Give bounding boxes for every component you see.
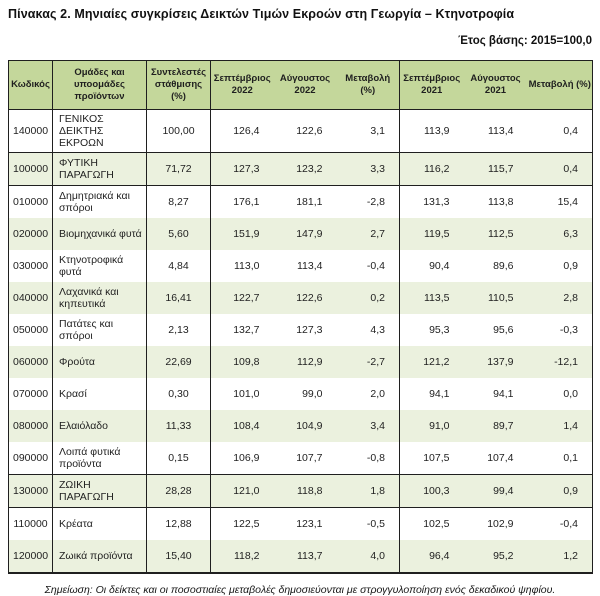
row-index-value: 3,1 <box>337 110 400 153</box>
row-product-name: ΖΩΙΚΗ ΠΑΡΑΓΩΓΗ <box>53 475 147 508</box>
row-index-value: 126,4 <box>211 110 274 153</box>
table-row <box>9 475 593 508</box>
header-row <box>9 61 593 110</box>
row-index-value: 113,0 <box>234 260 260 272</box>
row-index-value: 122,7 <box>211 282 274 314</box>
row-index-value: 95,2 <box>464 540 528 573</box>
row-index-value: -12,1 <box>528 346 593 378</box>
row-index-value: 101,0 <box>233 388 260 400</box>
table-header <box>9 61 593 110</box>
row-index-value: 1,4 <box>528 410 593 442</box>
row-index-value: 176,1 <box>233 196 260 208</box>
row-index-value: 181,1 <box>296 196 323 208</box>
row-index-value: 3,3 <box>337 153 400 186</box>
table-row <box>9 508 593 541</box>
row-code: 110000 <box>9 508 53 541</box>
row-index-value: 102,5 <box>423 518 450 530</box>
row-weight: 4,84 <box>147 250 211 282</box>
row-index-value: 0,4 <box>528 153 593 186</box>
row-weight: 71,72 <box>147 153 211 186</box>
col-header-product-groups: Ομάδες και υποομάδες προϊόντων <box>53 61 147 110</box>
row-weight: 5,60 <box>147 218 211 250</box>
table-row <box>9 250 593 282</box>
row-index-value: 2,8 <box>528 282 593 314</box>
row-weight: 12,88 <box>147 508 211 541</box>
row-index-value: 99,4 <box>464 475 528 508</box>
row-index-value: 121,0 <box>211 475 274 508</box>
row-product-name: Λοιπά φυτικά προϊόντα <box>53 442 147 475</box>
row-index-value: 89,6 <box>493 260 514 272</box>
row-index-value: -2,8 <box>337 186 400 219</box>
table-row <box>9 282 593 314</box>
row-weight: 0,30 <box>147 378 211 410</box>
row-index-value: 131,3 <box>423 196 450 208</box>
row-index-value: 99,0 <box>302 388 323 400</box>
row-index-value: 0,0 <box>563 388 578 400</box>
row-weight: 22,69 <box>147 346 211 378</box>
row-code: 010000 <box>9 186 53 219</box>
row-product-name: ΦΥΤΙΚΗ ΠΑΡΑΓΩΓΗ <box>53 153 147 186</box>
row-weight: 0,15 <box>147 442 211 475</box>
row-index-value: 106,9 <box>233 452 260 464</box>
row-index-value: 2,7 <box>337 218 400 250</box>
row-product-name: Κρέατα <box>53 508 147 541</box>
row-index-value: 0,9 <box>528 475 593 508</box>
row-product-name: Δημητριακά και σπόροι <box>53 186 147 219</box>
row-product-name: Πατάτες και σπόροι <box>53 314 147 346</box>
row-index-value: 113,9 <box>400 110 464 153</box>
row-index-value: 110,5 <box>464 282 528 314</box>
footnote: Σημείωση: Οι δείκτες και οι ποσοστιαίες μεταβολές δημοσιεύονται με στρογγυλοποίηση ενός δεκαδικού ψηφίου. <box>44 584 556 596</box>
row-index-value: 102,9 <box>487 518 514 530</box>
row-index-value: 113,8 <box>488 196 514 208</box>
row-index-value: 94,1 <box>429 388 450 400</box>
row-index-value: 112,9 <box>274 346 337 378</box>
row-index-value: 91,0 <box>400 410 464 442</box>
row-code: 120000 <box>9 540 53 573</box>
row-index-value: 122,6 <box>274 110 337 153</box>
row-weight: 28,28 <box>147 475 211 508</box>
row-weight: 100,00 <box>147 110 211 153</box>
row-index-value: -0,5 <box>337 508 400 541</box>
row-index-value: -0,8 <box>337 442 400 475</box>
row-index-value: 0,2 <box>337 282 400 314</box>
table-row <box>9 540 593 573</box>
col-header-code: Κωδικός <box>9 61 53 110</box>
row-index-value: 121,2 <box>400 346 464 378</box>
row-index-value: 1,2 <box>528 540 593 573</box>
row-index-value: 108,4 <box>211 410 274 442</box>
row-code: 060000 <box>9 346 53 378</box>
row-index-value: 113,4 <box>297 260 323 272</box>
row-index-value: 123,1 <box>296 518 323 530</box>
row-index-value: 127,3 <box>211 153 274 186</box>
row-index-value: 122,6 <box>274 282 337 314</box>
table-row <box>9 410 593 442</box>
row-index-value: -0,4 <box>337 250 400 282</box>
row-index-value: 4,3 <box>337 314 400 346</box>
row-index-value: 95,6 <box>493 324 514 336</box>
row-index-value: 4,0 <box>337 540 400 573</box>
col-header-september-2021: Σεπτέμβριος 2021 <box>400 61 464 110</box>
row-index-value: 116,2 <box>400 153 464 186</box>
row-product-name: Κρασί <box>53 378 147 410</box>
row-weight: 16,41 <box>147 282 211 314</box>
row-index-value: 115,7 <box>464 153 528 186</box>
row-code: 080000 <box>9 410 53 442</box>
table-row <box>9 186 593 219</box>
row-weight: 15,40 <box>147 540 211 573</box>
table-row <box>9 346 593 378</box>
row-code: 030000 <box>9 250 53 282</box>
table-row <box>9 314 593 346</box>
row-index-value: -0,4 <box>559 518 578 530</box>
price-index-table <box>8 60 593 574</box>
row-code: 140000 <box>9 110 53 153</box>
row-index-value: 113,7 <box>274 540 337 573</box>
row-index-value: 123,2 <box>274 153 337 186</box>
row-index-value: 122,5 <box>233 518 260 530</box>
row-index-value: 107,4 <box>487 452 514 464</box>
table-row <box>9 153 593 186</box>
row-weight: 8,27 <box>147 186 211 219</box>
row-product-name: Κτηνοτροφικά φυτά <box>53 250 147 282</box>
row-code: 090000 <box>9 442 53 475</box>
row-product-name: ΓΕΝΙΚΟΣ ΔΕΙΚΤΗΣ ΕΚΡΟΩΝ <box>53 110 147 153</box>
row-index-value: 90,4 <box>429 260 450 272</box>
row-index-value: 0,9 <box>563 260 578 272</box>
row-code: 100000 <box>9 153 53 186</box>
row-index-value: 100,3 <box>400 475 464 508</box>
row-index-value: -0,3 <box>559 324 578 336</box>
table-row <box>9 442 593 475</box>
row-index-value: 3,4 <box>337 410 400 442</box>
row-index-value: 112,5 <box>464 218 528 250</box>
col-header-change-2022: Μεταβολή (%) <box>337 61 400 110</box>
row-index-value: 89,7 <box>464 410 528 442</box>
row-index-value: 2,0 <box>337 378 400 410</box>
row-index-value: 104,9 <box>274 410 337 442</box>
row-product-name: Φρούτα <box>53 346 147 378</box>
row-index-value: 151,9 <box>211 218 274 250</box>
row-index-value: 109,8 <box>211 346 274 378</box>
row-index-value: 132,7 <box>233 324 260 336</box>
base-year-note: Έτος βάσης: 2015=100,0 <box>458 35 592 47</box>
row-index-value: 107,7 <box>296 452 323 464</box>
row-index-value: -2,7 <box>337 346 400 378</box>
col-header-august-2022: Αύγουστος 2022 <box>274 61 337 110</box>
row-weight: 2,13 <box>147 314 211 346</box>
row-code: 050000 <box>9 314 53 346</box>
row-index-value: 127,3 <box>296 324 323 336</box>
row-code: 130000 <box>9 475 53 508</box>
row-index-value: 95,3 <box>429 324 450 336</box>
row-index-value: 118,8 <box>274 475 337 508</box>
col-header-change-2021: Μεταβολή (%) <box>528 61 593 110</box>
table-row <box>9 110 593 153</box>
row-index-value: 0,1 <box>563 452 578 464</box>
table-body <box>9 110 593 574</box>
table-row <box>9 218 593 250</box>
table-title: Πίνακας 2. Μηνιαίες συγκρίσεις Δεικτών Τιμών Εκροών στη Γεωργία – Κτηνοτροφία <box>8 7 515 21</box>
col-header-september-2022: Σεπτέμβριος 2022 <box>211 61 274 110</box>
row-index-value: 15,4 <box>557 196 578 208</box>
row-index-value: 107,5 <box>423 452 450 464</box>
row-product-name: Λαχανικά και κηπευτικά <box>53 282 147 314</box>
col-header-weights: Συντελεστές στάθμισης (%) <box>147 61 211 110</box>
row-code: 070000 <box>9 378 53 410</box>
row-index-value: 119,5 <box>400 218 464 250</box>
table-row <box>9 378 593 410</box>
row-product-name: Ελαιόλαδο <box>53 410 147 442</box>
row-product-name: Βιομηχανικά φυτά <box>53 218 147 250</box>
row-index-value: 113,5 <box>400 282 464 314</box>
row-index-value: 147,9 <box>274 218 337 250</box>
col-header-august-2021: Αύγουστος 2021 <box>464 61 528 110</box>
row-index-value: 137,9 <box>464 346 528 378</box>
row-index-value: 0,4 <box>528 110 593 153</box>
row-weight: 11,33 <box>147 410 211 442</box>
row-code: 040000 <box>9 282 53 314</box>
row-index-value: 1,8 <box>337 475 400 508</box>
row-index-value: 94,1 <box>493 388 514 400</box>
row-index-value: 113,4 <box>464 110 528 153</box>
row-product-name: Ζωικά προϊόντα <box>53 540 147 573</box>
row-index-value: 6,3 <box>528 218 593 250</box>
row-index-value: 96,4 <box>400 540 464 573</box>
row-code: 020000 <box>9 218 53 250</box>
row-index-value: 118,2 <box>211 540 274 573</box>
